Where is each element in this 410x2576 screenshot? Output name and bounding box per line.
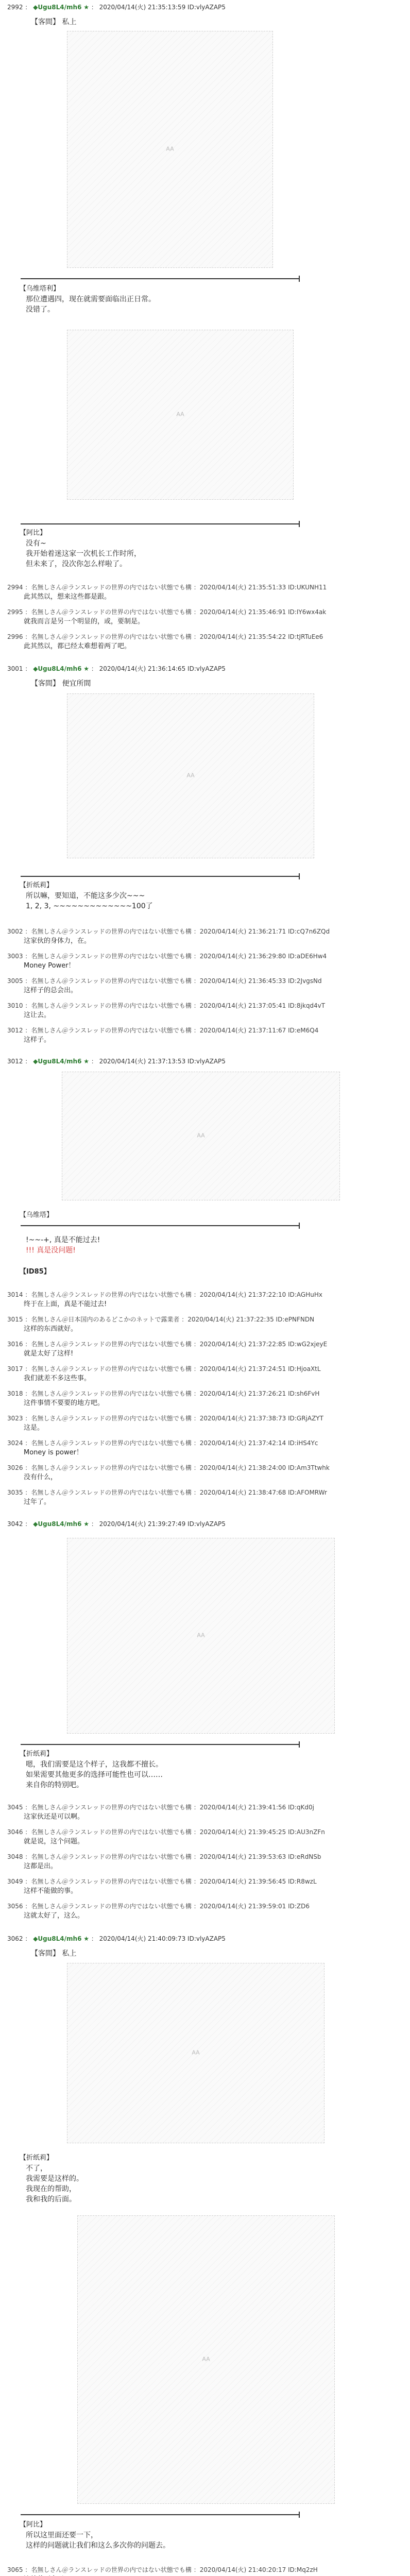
post-header: 3012 ： ◆Ugu8L4/mh6 ★ ： 2020/04/14(火) 21:37:13:53 ID:vlyAZAP5 <box>7 1058 226 1065</box>
reply-body: 这家伙的身体力，在。 <box>24 937 91 945</box>
reply-header: 3017 ：名無しさん＠ランスレッドの世界の内ではない状態でも構 ：2020/04/14(火) 21:37:24:51 ID:HjoaXtL <box>7 1365 321 1372</box>
reply-header: 3056 ：名無しさん＠ランスレッドの世界の内ではない状態でも構 ：2020/04/14(火) 21:39:59:01 ID:ZD6 <box>7 1903 310 1910</box>
reply-body: 这家伙还是可以啊。 <box>24 1813 84 1821</box>
place-label: 【客間】 私上 <box>31 1950 77 1958</box>
reply-header: 2996 ：名無しさん＠ランスレッドの世界の内ではない状態でも構 ：2020/04/14(火) 21:35:54:22 ID:tJRTuEe6 <box>7 633 323 640</box>
ascii-art-figure: AA <box>62 1072 340 1200</box>
reply-body: 这是。 <box>24 1424 44 1432</box>
reply-header: 3005 ：名無しさん＠ランスレッドの世界の内ではない状態でも構 ：2020/04/14(火) 21:36:45:33 ID:2JvgsNd <box>7 977 322 985</box>
place-label: 【客間】 私上 <box>31 18 77 26</box>
speaker-label: 【阿比】 <box>20 529 47 537</box>
reply-body: Money Power！ <box>24 962 75 970</box>
speaker-label: 【折纸莉】 <box>20 2154 54 2162</box>
reply-header: 3002 ：名無しさん＠ランスレッドの世界の内ではない状態でも構 ：2020/04/14(火) 21:36:21:71 ID:cQ7n6ZQd <box>7 928 330 935</box>
reply-body: 没有什么， <box>24 1473 58 1481</box>
divider-line <box>21 1225 299 1226</box>
dialogue-line: 我现在的帮助， <box>26 2185 76 2193</box>
reply-header: 3046 ：名無しさん＠ランスレッドの世界の内ではない状態でも構 ：2020/04/14(火) 21:39:45:25 ID:AU3nZFn <box>7 1828 325 1836</box>
dialogue-line: 但未来了，没次你怎么样啦了。 <box>26 560 127 568</box>
reply-body: 此其然以，都已经太难想着两了吧。 <box>24 642 131 650</box>
dialogue-line: 没错了。 <box>26 306 55 314</box>
reply-body: 就是说，这个问题。 <box>24 1838 84 1845</box>
reply-header: 3012 ：名無しさん＠ランスレッドの世界の内ではない状態でも構 ：2020/04/14(火) 21:37:11:67 ID:eM6Q4 <box>7 1027 319 1034</box>
speaker-label: 【乌维塔】 <box>20 1211 54 1219</box>
speaker-label: 【阿比】 <box>20 2521 47 2529</box>
reply-header: 3045 ：名無しさん＠ランスレッドの世界の内ではない状態でも構 ：2020/04/14(火) 21:39:41:56 ID:qKd0j <box>7 1804 314 1811</box>
reply-header: 3065 ：名無しさん＠ランスレッドの世界の内ではない状態でも構 ：2020/04/14(火) 21:40:20:17 ID:Mq2zH <box>7 2566 318 2573</box>
reply-body: 我们就差不多这些事。 <box>24 1375 91 1382</box>
dialogue-line: !~~-+, 真是不能过去! <box>26 1236 100 1244</box>
reply-header: 3003 ：名無しさん＠ランスレッドの世界の内ではない状態でも構 ：2020/04/14(火) 21:36:29:80 ID:aDE6Hw4 <box>7 953 327 960</box>
divider-line <box>21 523 299 524</box>
reply-body: 这就太好了，这么。 <box>24 1912 84 1920</box>
reply-body: 这件事情不要要的地方吧。 <box>24 1399 105 1407</box>
reply-body: 这样子。 <box>24 1036 51 1044</box>
reply-header: 3035 ：名無しさん＠ランスレッドの世界の内ではない状態でも構 ：2020/04/14(火) 21:38:47:68 ID:AFOMRWr <box>7 1489 327 1496</box>
post-header: 3001 ： ◆Ugu8L4/mh6 ★ ： 2020/04/14(火) 21:36:14:65 ID:vlyAZAP5 <box>7 665 226 672</box>
divider-line <box>21 876 299 877</box>
speaker-label: 【折纸莉】 <box>20 1750 54 1758</box>
reply-body: 此其然以，想来这些都是跟。 <box>24 593 111 601</box>
reply-body: 这样的东西就好。 <box>24 1325 78 1333</box>
dialogue-line: 我需要是这样的。 <box>26 2175 83 2183</box>
speaker-label: 【乌维塔利】 <box>20 285 60 293</box>
reply-body: 就我而言是另一个明显的，或，要制是。 <box>24 618 145 625</box>
speaker-label: 【折纸莉】 <box>20 882 54 889</box>
ascii-art-figure: AA <box>67 31 273 268</box>
reply-body: 这都是出。 <box>24 1862 58 1870</box>
dialogue-line: 那位遭遇四，现在就需要面临出正日常。 <box>26 295 156 303</box>
reply-header: 2994 ：名無しさん＠ランスレッドの世界の内ではない状態でも構 ：2020/04/14(火) 21:35:51:33 ID:UKUNH11 <box>7 584 327 591</box>
reply-body: 就是太好了这样! <box>24 1350 74 1358</box>
reply-header: 3023 ：名無しさん＠ランスレッドの世界の内ではない状態でも構 ：2020/04/14(火) 21:37:38:73 ID:GRjAZYT <box>7 1415 323 1422</box>
ascii-art-figure: AA <box>67 1538 335 1734</box>
reply-body: 这让去。 <box>24 1011 51 1019</box>
dialogue-line: 如果需要其他更多的选择可能性也可以…… <box>26 1771 163 1779</box>
reply-header: 2995 ：名無しさん＠ランスレッドの世界の内ではない状態でも構 ：2020/04/14(火) 21:35:46:91 ID:IY6wx4ak <box>7 608 327 616</box>
reply-body: Money is power！ <box>24 1449 83 1456</box>
divider-line <box>21 2514 299 2515</box>
post-header: 2992 ： ◆Ugu8L4/mh6 ★ ： 2020/04/14(火) 21:35:13:59 ID:vlyAZAP5 <box>7 4 226 11</box>
ascii-art-figure: AA <box>67 330 294 500</box>
reply-header: 3014 ：名無しさん＠ランスレッドの世界の内ではない状態でも構 ：2020/04/14(火) 21:37:22:10 ID:AGHuHx <box>7 1291 322 1298</box>
post-header: 3062 ： ◆Ugu8L4/mh6 ★ ： 2020/04/14(火) 21:40:09:73 ID:vlyAZAP5 <box>7 1935 226 1942</box>
reply-header: 3016 ：名無しさん＠ランスレッドの世界の内ではない状態でも構 ：2020/04/14(火) 21:37:22:85 ID:wG2xjeyE <box>7 1341 328 1348</box>
ascii-art-figure: AA <box>77 2215 335 2504</box>
reply-header: 3049 ：名無しさん＠ランスレッドの世界の内ではない状態でも構 ：2020/04/14(火) 21:39:56:45 ID:R8wzL <box>7 1878 317 1885</box>
reply-header: 3048 ：名無しさん＠ランスレッドの世界の内ではない状態でも構 ：2020/04/14(火) 21:39:53:63 ID:eRdNSb <box>7 1853 321 1860</box>
place-label: 【客間】 便宜所間 <box>31 680 91 688</box>
reply-header: 3010 ：名無しさん＠ランスレッドの世界の内ではない状態でも構 ：2020/04/14(火) 21:37:05:41 ID:8jkqd4vT <box>7 1002 326 1009</box>
reply-header: 3015 ：名無しさん＠日本国内のあるどこかのネットで露業者 ：2020/04/14(火) 21:37:22:35 ID:ePNFNDN <box>7 1316 315 1323</box>
dialogue-line: 嗯，我们需要是这个样子，这我都不擅长。 <box>26 1760 163 1769</box>
reply-header: 3024 ：名無しさん＠ランスレッドの世界の内ではない状態でも構 ：2020/04/14(火) 21:37:42:14 ID:iHS4Yc <box>7 1439 318 1447</box>
dialogue-line: 我和我的后面。 <box>26 2195 76 2204</box>
dialogue-line: 没有~ <box>26 539 46 548</box>
reply-body: 过年了。 <box>24 1498 51 1506</box>
ascii-art-figure: AA <box>67 1963 324 2143</box>
reply-body: 这样不能做的事。 <box>24 1887 78 1895</box>
reply-body: 这样子的总会出。 <box>24 987 78 994</box>
divider-line <box>21 1744 299 1745</box>
dialogue-line: 不了， <box>26 2164 47 2173</box>
post-header: 3042 ： ◆Ugu8L4/mh6 ★ ： 2020/04/14(火) 21:39:27:49 ID:vlyAZAP5 <box>7 1520 226 1528</box>
dialogue-line: 所以嘛，要知道，不能这多少次~~~ <box>26 892 145 900</box>
dialogue-line-red: !!! 真是没问题! <box>26 1246 76 1255</box>
ascii-art-figure: AA <box>67 693 314 858</box>
dialogue-line: 这样的问题就让我们和这么多次你的问题去。 <box>26 2541 170 2550</box>
dialogue-line: 1, 2, 3, ~~~~~~~~~~~~~100了 <box>26 902 153 910</box>
tag-label: 【ID85】 <box>20 1268 50 1276</box>
reply-header: 3026 ：名無しさん＠ランスレッドの世界の内ではない状態でも構 ：2020/04/14(火) 21:38:24:00 ID:Am3Ttwhk <box>7 1464 330 1471</box>
reply-body: 终于在上面，真是不能过去! <box>24 1300 107 1308</box>
dialogue-line: 所以这里面还要一下， <box>26 2531 98 2539</box>
reply-header: 3018 ：名無しさん＠ランスレッドの世界の内ではない状態でも構 ：2020/04/14(火) 21:37:26:21 ID:sh6FvH <box>7 1390 320 1397</box>
dialogue-line: 我开始着迷这家一次机长工作时所， <box>26 550 141 558</box>
divider-line <box>21 278 299 279</box>
dialogue-line: 来自你的特别吧。 <box>26 1781 83 1789</box>
